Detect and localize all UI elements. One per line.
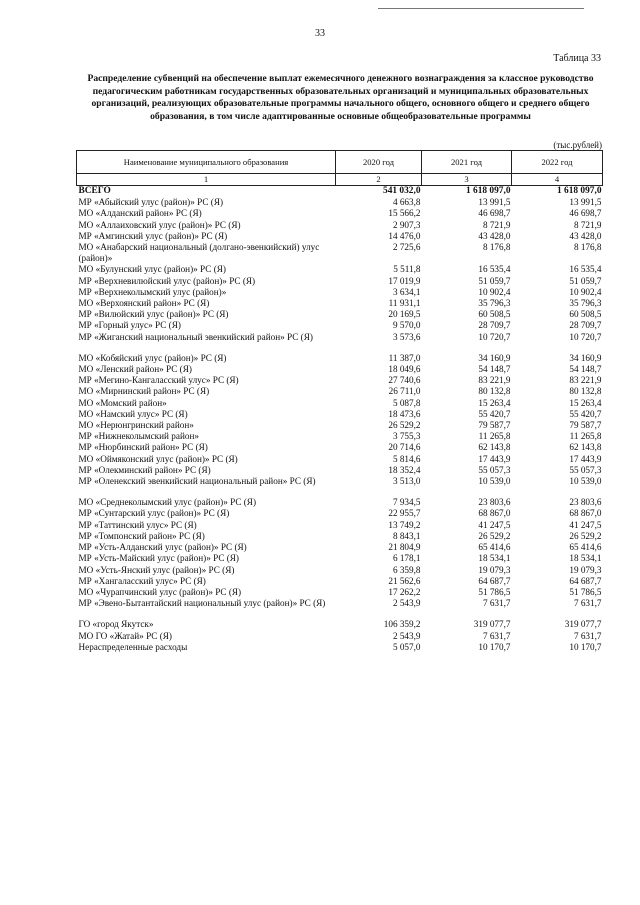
value-2020-cell: 541 032,0: [383, 186, 421, 196]
value-2022-cell: 62 143,8: [569, 442, 602, 453]
table-row: [77, 497, 603, 508]
municipality-name-cell: МО «Кобяйский улус (район)» РС (Я): [78, 352, 227, 363]
table-row: [77, 353, 603, 364]
value-2021-cell: 10 539,0: [478, 476, 511, 487]
municipality-name-cell: МО «Усть-Янский улус (район)» РС (Я): [78, 564, 235, 575]
table-row: [77, 454, 603, 465]
table-row: [77, 553, 603, 564]
value-2022-cell: 55 057,3: [569, 464, 602, 475]
value-2021-cell: 18 534,1: [478, 553, 511, 564]
column-index: 3: [422, 174, 512, 186]
value-2021-cell: 8 176,8: [482, 242, 511, 253]
value-2020-cell: 14 476,0: [388, 230, 421, 241]
table-row: [77, 287, 603, 298]
table-row: [77, 631, 603, 642]
municipality-name-cell: МР «Нюрбинский район» РС (Я): [78, 442, 208, 453]
value-2020-cell: 20 714,6: [388, 442, 421, 453]
value-2020-cell: 5 057,0: [392, 641, 421, 652]
value-2022-cell: 79 587,7: [569, 420, 602, 431]
value-2022-cell: 54 148,7: [569, 364, 602, 375]
value-2020-cell: 2 543,9: [392, 630, 421, 641]
table-row: [77, 619, 603, 630]
table-row: [77, 276, 603, 287]
total-row: [77, 186, 603, 198]
value-2020-cell: 5 087,8: [392, 397, 421, 408]
municipality-name-cell: МО «Чурапчинский улус (район)» РС (Я): [78, 586, 242, 597]
table-row: [77, 587, 603, 598]
table-row: [77, 598, 603, 609]
value-2021-cell: 8 721,9: [482, 219, 511, 230]
municipality-name-cell: МО «Алданский район» РС (Я): [78, 208, 202, 219]
table-row: [77, 231, 603, 242]
value-2021-cell: 46 698,7: [478, 208, 511, 219]
value-2021-cell: 35 796,3: [478, 298, 511, 309]
municipality-name-cell: МР «Жиганский национальный эвенкийский район» РС (Я): [78, 331, 313, 342]
value-2020-cell: 17 019,9: [388, 275, 421, 286]
value-2021-cell: 54 148,7: [478, 364, 511, 375]
municipality-name-cell: МО «Булунский улус (район)» РС (Я): [78, 264, 226, 275]
value-2022-cell: 13 991,5: [569, 197, 602, 208]
table-row: [77, 398, 603, 409]
value-2021-cell: 11 265,8: [478, 431, 511, 442]
municipality-name-cell: МР «Томпонский район» РС (Я): [78, 530, 205, 541]
municipality-name-cell: МО «Ленский район» РС (Я): [78, 364, 192, 375]
value-2020-cell: 26 711,0: [388, 386, 421, 397]
value-2020-cell: 22 955,7: [388, 508, 421, 519]
spacer-row: [77, 609, 603, 619]
municipality-name-cell: МО «Оймяконский улус (район)» РС (Я): [78, 453, 238, 464]
municipality-name-cell: МО «Среднеколымский улус (район)» РС (Я): [78, 497, 256, 508]
table-row: [77, 197, 603, 208]
table-row: [77, 309, 603, 320]
column-index: 4: [512, 174, 603, 186]
table-row: [77, 242, 603, 264]
value-2020-cell: 106 359,2: [383, 619, 421, 630]
municipality-name-cell: МО «Нерюнгринский район»: [78, 420, 194, 431]
top-rule: [378, 8, 584, 9]
value-2021-cell: 41 247,5: [478, 519, 511, 530]
value-2022-cell: 28 709,7: [569, 320, 602, 331]
document-title: Распределение субвенций на обеспечение выплат ежемесячного денежного вознаграждения за классное руководство педагогическим работникам государственных образовательных организаций и муниципальных образовательных организаций, реализующих образовательные программы начального общего, основного общего и среднего общего образования, в том числе адаптированные основные общеобразовательные программы: [87, 73, 594, 122]
value-2021-cell: 319 077,7: [473, 619, 511, 630]
value-2022-cell: 10 170,7: [569, 641, 602, 652]
value-2020-cell: 3 573,6: [392, 331, 421, 342]
value-2021-cell: 15 263,4: [478, 397, 511, 408]
page-number: 33: [315, 28, 325, 39]
table-caption: Таблица 33: [553, 53, 601, 64]
value-2022-cell: 1 618 097,0: [556, 186, 602, 196]
table-row: [77, 476, 603, 487]
subsidy-table: [76, 150, 603, 653]
value-2021-cell: 55 057,3: [478, 464, 511, 475]
value-2022-cell: 51 059,7: [569, 275, 602, 286]
value-2021-cell: 51 059,7: [478, 275, 511, 286]
value-2021-cell: 43 428,0: [478, 230, 511, 241]
value-2022-cell: 80 132,8: [569, 386, 602, 397]
spacer-row: [77, 343, 603, 353]
municipality-name-cell: МР «Сунтарский улус (район)» РС (Я): [78, 508, 230, 519]
value-2022-cell: 64 687,7: [569, 575, 602, 586]
value-2021-cell: 79 587,7: [478, 420, 511, 431]
value-2020-cell: 7 934,5: [392, 497, 421, 508]
value-2021-cell: 34 160,9: [478, 352, 511, 363]
value-2022-cell: 8 176,8: [573, 242, 602, 253]
spacer-cell: [77, 487, 603, 497]
value-2020-cell: 2 725,6: [392, 242, 421, 253]
value-2021-cell: 17 443,9: [478, 453, 511, 464]
table-row: [77, 642, 603, 653]
table-header: [77, 151, 603, 186]
value-2022-cell: 46 698,7: [569, 208, 602, 219]
value-2021-cell: 55 420,7: [478, 408, 511, 419]
table-row: [77, 531, 603, 542]
value-2020-cell: 4 663,8: [392, 197, 421, 208]
value-2020-cell: 3 634,1: [392, 286, 421, 297]
value-2020-cell: 6 359,8: [392, 564, 421, 575]
value-2020-cell: 18 352,4: [388, 464, 421, 475]
municipality-name-cell: МО «Аллаиховский улус (район)» РС (Я): [78, 219, 241, 230]
municipality-name-cell: МР «Амгинский улус (район)» РС (Я): [78, 230, 228, 241]
value-2022-cell: 319 077,7: [564, 619, 602, 630]
value-2020-cell: 11 931,1: [388, 298, 421, 309]
value-2020-cell: 11 387,0: [388, 352, 421, 363]
municipality-name-cell: Нераспределенные расходы: [78, 641, 188, 652]
municipality-name-cell: МР «Мегино-Кангаласский улус» РС (Я): [78, 375, 239, 386]
header-2021: 2021 год: [422, 151, 512, 174]
value-2021-cell: 7 631,7: [482, 598, 511, 609]
value-2022-cell: 7 631,7: [573, 598, 602, 609]
table-row: [77, 420, 603, 431]
municipality-name-cell: МО «Анабарский национальный (долгано-эвенкийский) улус (район)»: [78, 242, 320, 264]
value-2021-cell: 26 529,2: [478, 530, 511, 541]
municipality-name-cell: ВСЕГО: [78, 186, 111, 196]
value-2021-cell: 23 803,6: [478, 497, 511, 508]
value-2020-cell: 27 740,6: [388, 375, 421, 386]
municipality-name-cell: МР «Нижнеколымский район»: [78, 431, 199, 442]
value-2022-cell: 65 414,6: [569, 542, 602, 553]
value-2021-cell: 80 132,8: [478, 386, 511, 397]
value-2021-cell: 28 709,7: [478, 320, 511, 331]
units-label: (тыс.рублей): [553, 140, 602, 150]
table-row: [77, 576, 603, 587]
value-2020-cell: 5 814,6: [392, 453, 421, 464]
value-2020-cell: 18 049,6: [388, 364, 421, 375]
column-index-row: [77, 174, 603, 186]
value-2022-cell: 35 796,3: [569, 298, 602, 309]
value-2020-cell: 9 570,0: [392, 320, 421, 331]
municipality-name-cell: МР «Оленекский эвенкийский национальный район» РС (Я): [78, 476, 316, 487]
municipality-name-cell: МР «Усть-Майский улус (район)» РС (Я): [78, 553, 239, 564]
value-2021-cell: 64 687,7: [478, 575, 511, 586]
header-2020: 2020 год: [336, 151, 422, 174]
value-2020-cell: 21 804,9: [388, 542, 421, 553]
value-2020-cell: 13 749,2: [388, 519, 421, 530]
value-2022-cell: 10 902,4: [569, 286, 602, 297]
value-2022-cell: 19 079,3: [569, 564, 602, 575]
table-row: [77, 298, 603, 309]
table-row: [77, 208, 603, 219]
value-2022-cell: 7 631,7: [573, 630, 602, 641]
column-index: 1: [77, 174, 336, 186]
spacer-cell: [77, 343, 603, 353]
value-2022-cell: 41 247,5: [569, 519, 602, 530]
value-2021-cell: 65 414,6: [478, 542, 511, 553]
value-2021-cell: 60 508,5: [478, 309, 511, 320]
value-2020-cell: 18 473,6: [388, 408, 421, 419]
value-2022-cell: 55 420,7: [569, 408, 602, 419]
municipality-name-cell: МР «Таттинский улус» РС (Я): [78, 519, 197, 530]
value-2020-cell: 8 843,1: [392, 530, 421, 541]
spacer-cell: [77, 609, 603, 619]
header-row: [77, 151, 603, 174]
table-row: [77, 220, 603, 231]
value-2022-cell: 43 428,0: [569, 230, 602, 241]
value-2022-cell: 23 803,6: [569, 497, 602, 508]
value-2021-cell: 62 143,8: [478, 442, 511, 453]
municipality-name-cell: МО «Мирнинский район» РС (Я): [78, 386, 210, 397]
municipality-name-cell: МР «Хангаласский улус» РС (Я): [78, 575, 206, 586]
value-2021-cell: 68 867,0: [478, 508, 511, 519]
municipality-name-cell: МР «Верхневилюйский улус (район)» РС (Я): [78, 275, 256, 286]
value-2020-cell: 21 562,6: [388, 575, 421, 586]
value-2022-cell: 16 535,4: [569, 264, 602, 275]
table-row: [77, 520, 603, 531]
value-2020-cell: 20 169,5: [388, 309, 421, 320]
spacer-row: [77, 487, 603, 497]
header-2022: 2022 год: [512, 151, 603, 174]
table-body: [77, 186, 603, 653]
table-row: [77, 508, 603, 519]
value-2022-cell: 8 721,9: [573, 219, 602, 230]
value-2021-cell: 51 786,5: [478, 586, 511, 597]
table-row: [77, 565, 603, 576]
table-row: [77, 332, 603, 343]
value-2021-cell: 10 902,4: [478, 286, 511, 297]
municipality-name-cell: МР «Верхнеколымский улус (район)»: [78, 286, 227, 297]
value-2022-cell: 68 867,0: [569, 508, 602, 519]
municipality-name-cell: МР «Вилюйский улус (район)» РС (Я): [78, 309, 229, 320]
value-2022-cell: 10 720,7: [569, 331, 602, 342]
value-2021-cell: 7 631,7: [482, 630, 511, 641]
value-2022-cell: 11 265,8: [569, 431, 602, 442]
municipality-name-cell: ГО «город Якутск»: [78, 619, 154, 630]
value-2022-cell: 17 443,9: [569, 453, 602, 464]
value-2021-cell: 1 618 097,0: [465, 186, 511, 196]
value-2020-cell: 6 178,1: [392, 553, 421, 564]
value-2022-cell: 51 786,5: [569, 586, 602, 597]
value-2020-cell: 17 262,2: [388, 586, 421, 597]
value-2021-cell: 13 991,5: [478, 197, 511, 208]
value-2021-cell: 10 170,7: [478, 641, 511, 652]
value-2020-cell: 26 529,2: [388, 420, 421, 431]
municipality-name-cell: МР «Олекминский район» РС (Я): [78, 464, 211, 475]
value-2021-cell: 10 720,7: [478, 331, 511, 342]
municipality-name-cell: МР «Абыйский улус (район)» РС (Я): [78, 197, 224, 208]
municipality-name-cell: МР «Эвено-Бытантайский национальный улус (район)» РС (Я): [78, 598, 326, 609]
value-2021-cell: 19 079,3: [478, 564, 511, 575]
header-municipality: Наименование муниципального образования: [77, 151, 336, 174]
value-2021-cell: 83 221,9: [478, 375, 511, 386]
value-2022-cell: 18 534,1: [569, 553, 602, 564]
value-2022-cell: 60 508,5: [569, 309, 602, 320]
column-index: 2: [336, 174, 422, 186]
table-row: [77, 375, 603, 386]
value-2021-cell: 16 535,4: [478, 264, 511, 275]
table-row: [77, 320, 603, 331]
table-row: [77, 431, 603, 442]
municipality-name-cell: МО «Намский улус» РС (Я): [78, 408, 188, 419]
table-row: [77, 465, 603, 476]
value-2020-cell: 2 543,9: [392, 598, 421, 609]
value-2020-cell: 2 907,3: [392, 219, 421, 230]
value-2020-cell: 3 513,0: [392, 476, 421, 487]
table-row: [77, 364, 603, 375]
value-2022-cell: 34 160,9: [569, 352, 602, 363]
municipality-name-cell: МО «Верхоянский район» РС (Я): [78, 298, 210, 309]
table-row: [77, 409, 603, 420]
value-2022-cell: 15 263,4: [569, 397, 602, 408]
municipality-name-cell: МР «Горный улус» РС (Я): [78, 320, 181, 331]
value-2020-cell: 3 755,3: [392, 431, 421, 442]
value-2022-cell: 10 539,0: [569, 476, 602, 487]
municipality-name-cell: МР «Усть-Алданский улус (район)» РС (Я): [78, 542, 247, 553]
value-2022-cell: 26 529,2: [569, 530, 602, 541]
table-row: [77, 264, 603, 275]
value-2020-cell: 5 511,8: [393, 264, 421, 275]
value-2022-cell: 83 221,9: [569, 375, 602, 386]
municipality-name-cell: МО ГО «Жатай» РС (Я): [78, 630, 172, 641]
table-row: [77, 542, 603, 553]
municipality-name-cell: МО «Момский район»: [78, 397, 167, 408]
table-row: [77, 386, 603, 397]
table-row: [77, 442, 603, 453]
value-2020-cell: 15 566,2: [388, 208, 421, 219]
